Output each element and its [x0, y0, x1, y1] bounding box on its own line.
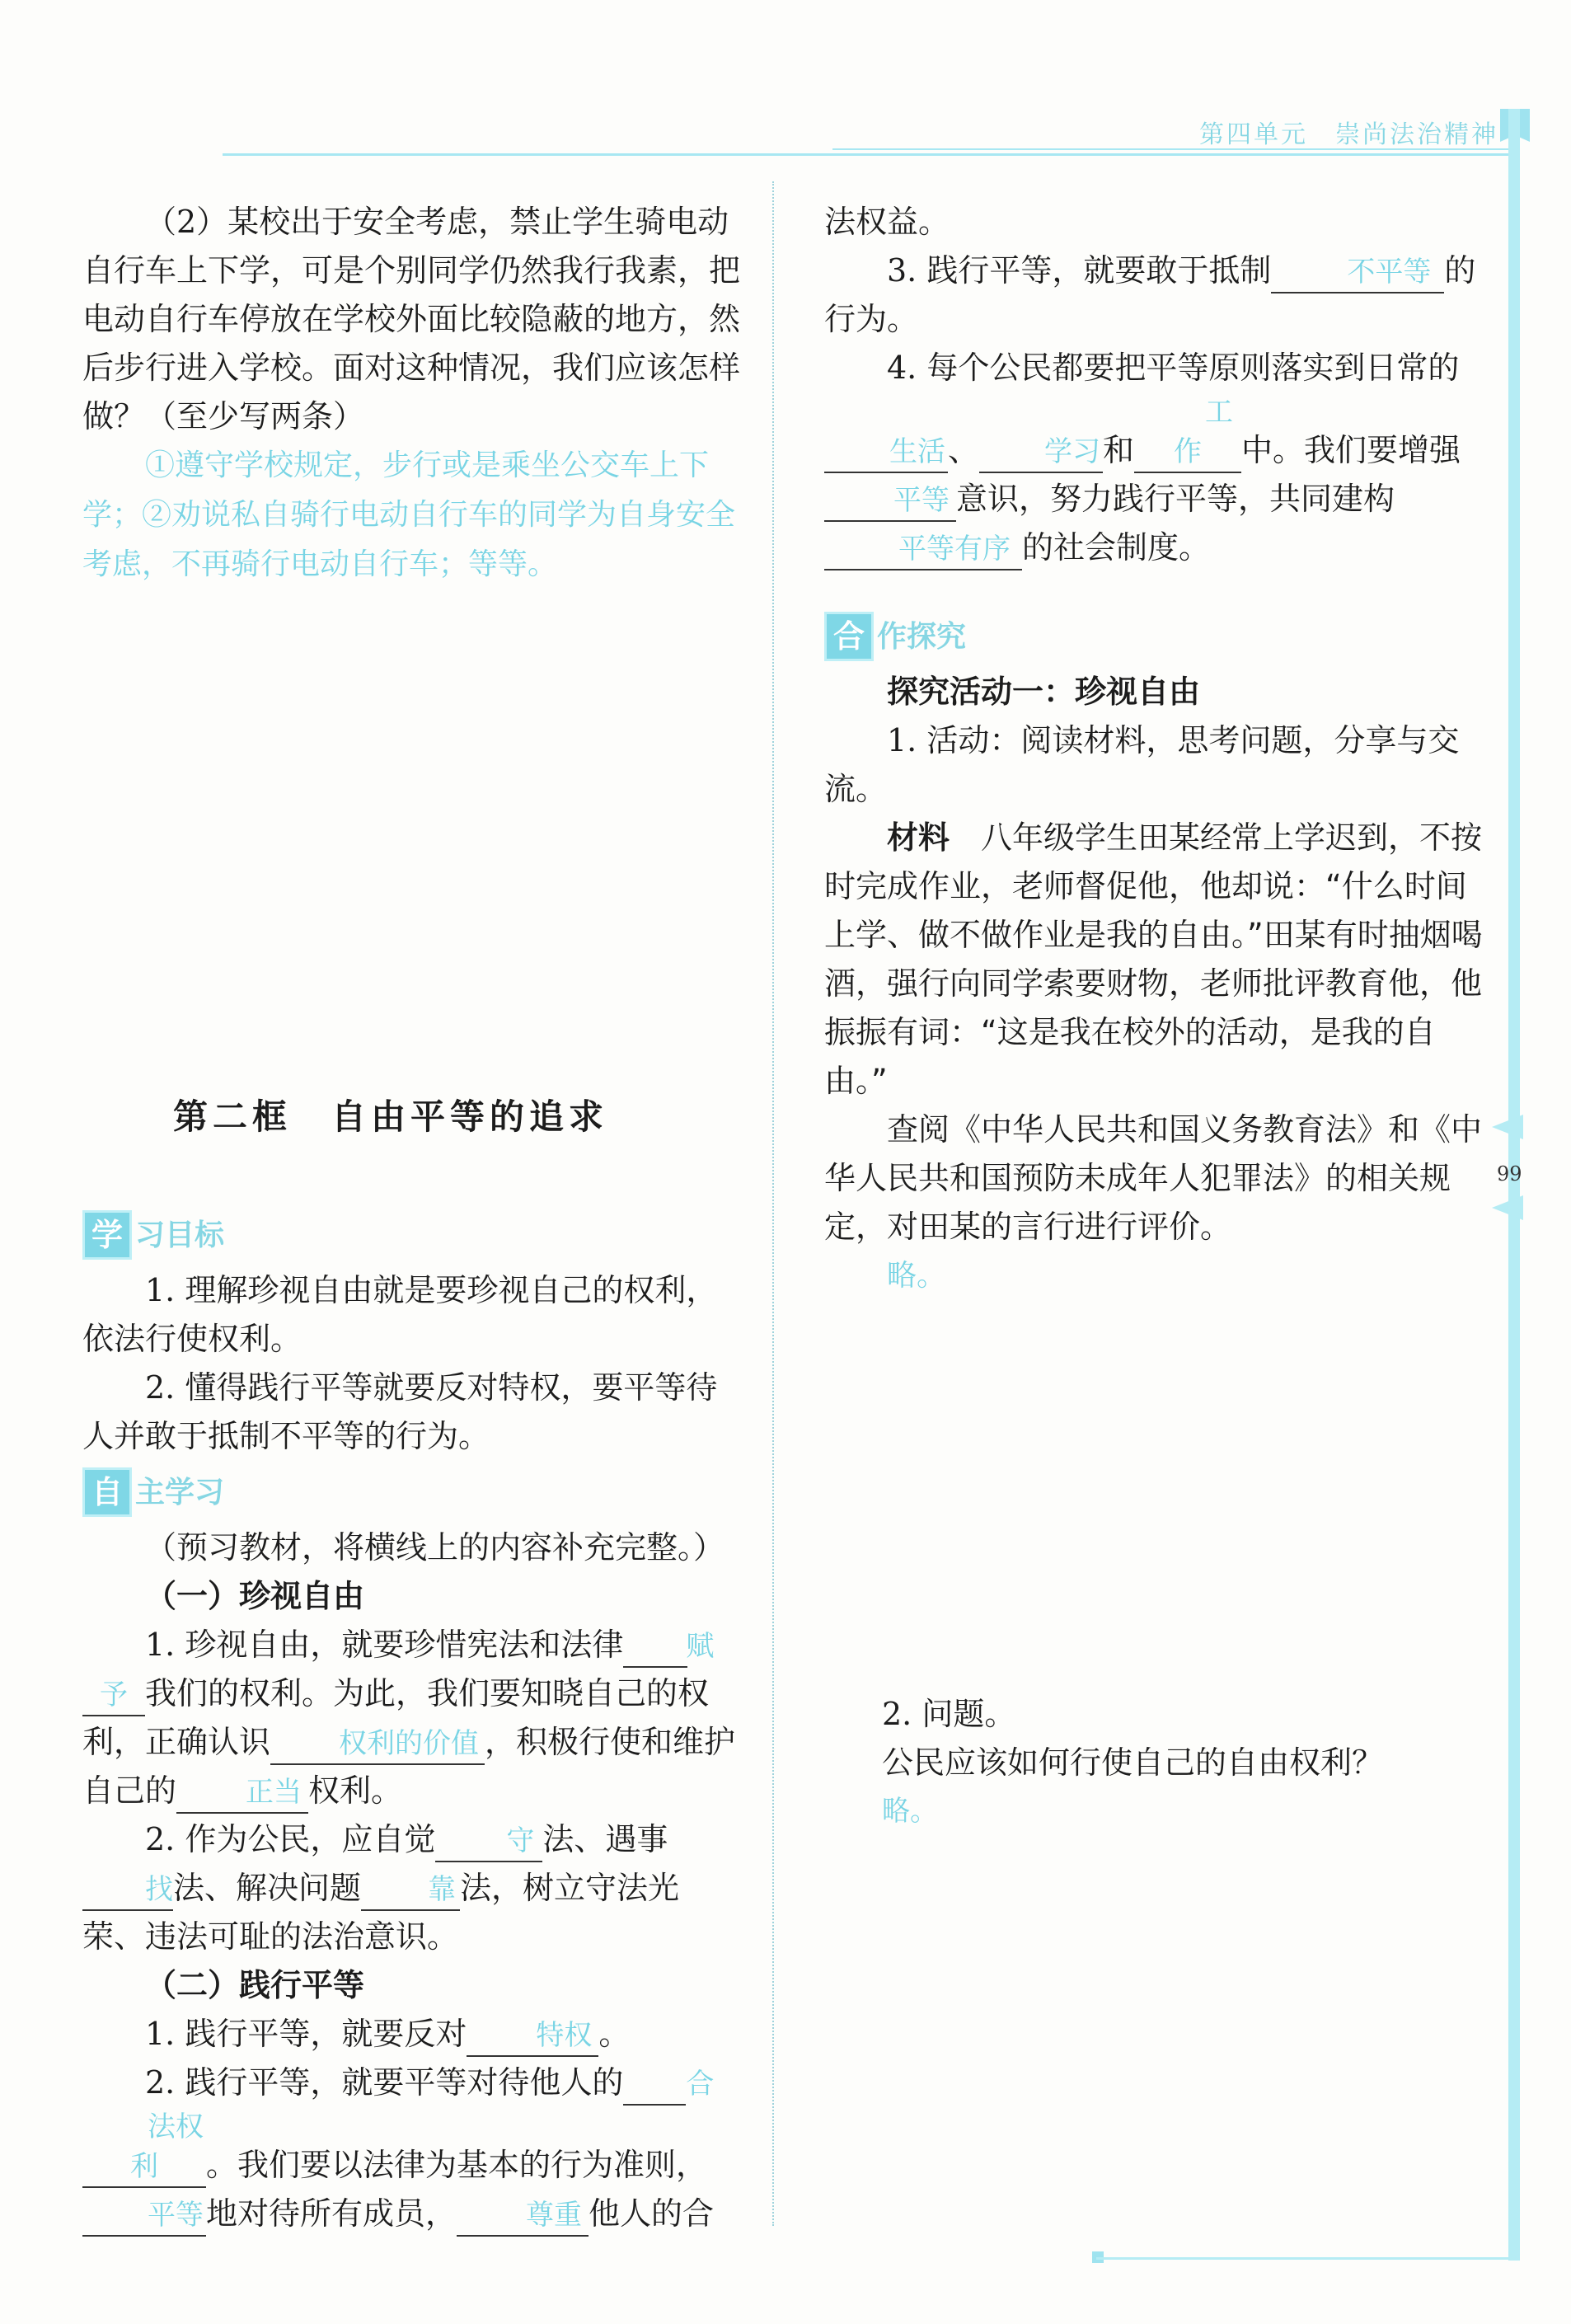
text: 意识，努力践行平等，共同建构: [956, 481, 1395, 517]
blank: 权利的价值: [270, 1724, 485, 1765]
text: 法、遇事: [542, 1821, 668, 1857]
self-study-intro: （预习教材，将横线上的内容补充完整。）: [145, 1529, 725, 1566]
activity-title: 探究活动一：珍视自由: [887, 674, 1201, 710]
header-rule: [223, 153, 1508, 156]
cooperation-tag: [824, 610, 1484, 663]
text: 的行为。: [824, 252, 1476, 337]
equality-item-1: [82, 2010, 742, 2059]
blank: 不平等: [1271, 252, 1444, 293]
text: 。: [598, 2016, 631, 2052]
cooperation-tag-label: 作探究: [877, 619, 967, 654]
cooperation-tag-icon: 合: [824, 612, 874, 661]
blank: 法权利: [82, 2107, 206, 2188]
left-top-column: [82, 198, 742, 589]
unit-header: 第四单元 崇尚法治精神: [1199, 120, 1498, 149]
blank: 予: [82, 1675, 145, 1716]
question-2-text: （2）某校出于安全考虑，禁止学生骑电动自行车上下学，可是个别同学仍然我行我素，把电动自行车停放在学校外面比较隐蔽的地方，然后步行进入学校。面对这种情况，我们应该怎样做？（至少写两条）: [82, 204, 741, 434]
text: 法、解决问题: [173, 1870, 362, 1906]
equality-item-3: [824, 246, 1484, 344]
equality-item-4: [824, 344, 1484, 572]
text: 权利。: [308, 1772, 403, 1809]
material-label: 材料: [887, 819, 950, 856]
question-label: 2. 问题。: [882, 1696, 1016, 1732]
goals-tag-label: 习目标: [135, 1218, 225, 1252]
text: 2. 作为公民，应自觉: [145, 1821, 436, 1857]
blank: 找: [82, 1870, 173, 1911]
blank: 特权: [467, 2016, 598, 2057]
text: 1. 践行平等，就要反对: [145, 2016, 467, 2052]
blank: 正当: [176, 1772, 308, 1814]
continuation-text: 法权益。: [824, 204, 950, 240]
answer-2: 略。: [882, 1795, 938, 1828]
blank: 学习: [979, 432, 1103, 473]
text: 的社会制度。: [1022, 529, 1211, 566]
blank: 生活: [824, 432, 948, 473]
goal-item-1: 1. 理解珍视自由就是要珍视自己的权利，依法行使权利。: [82, 1272, 718, 1357]
blank: 守: [435, 1821, 542, 1862]
left-bottom-column: [82, 1204, 742, 2238]
freedom-item-2: [82, 1815, 742, 1961]
column-divider: [772, 181, 774, 2226]
consult-text: 查阅《中华人民共和国义务教育法》和《中华人民共和国预防未成年人犯罪法》的相关规定，对田某的言行进行评价。: [824, 1111, 1483, 1245]
self-study-tag: [82, 1466, 742, 1519]
text: ，积极行使和维护自己的: [82, 1724, 736, 1809]
text: 地对待所有成员，: [206, 2195, 457, 2232]
question-2-answer: ①遵守学校规定，步行或是乘坐公交车上下学；②劝说私自骑行电动自行车的同学为自身安全考虑，不再骑行电动自行车；等等。: [82, 448, 736, 581]
text: 他人的合: [589, 2195, 715, 2232]
blank: 平等: [82, 2195, 206, 2237]
goals-tag: [82, 1209, 742, 1261]
text: 和: [1103, 432, 1135, 468]
goals-tag-icon: 学: [82, 1210, 132, 1260]
blank: 靠: [361, 1870, 460, 1911]
question-text: 公民应该如何行使自己的自由权利？: [882, 1744, 1384, 1781]
self-study-tag-label: 主学习: [135, 1475, 225, 1509]
goal-item-2: 2. 懂得践行平等就要反对特权，要平等待人并敢于抵制不平等的行为。: [82, 1369, 718, 1454]
blank: 尊重: [457, 2195, 589, 2237]
right-column: [824, 198, 1484, 1301]
side-notch: [1492, 1195, 1523, 1220]
page-number: 99: [1497, 1162, 1522, 1185]
material-paragraph: [824, 814, 1484, 1106]
freedom-item-1: [82, 1621, 742, 1815]
text: 1. 珍视自由，就要珍惜宪法和法律: [145, 1627, 624, 1663]
blank: 工作: [1134, 392, 1241, 473]
section-title: 第二框 自由平等的追求: [173, 1096, 609, 1137]
equality-item-2: [82, 2059, 742, 2238]
answer-1: 略。: [887, 1259, 947, 1293]
side-notch: [1492, 1115, 1523, 1139]
text: 2. 践行平等，就要平等对待他人的: [145, 2064, 624, 2101]
blank: 平等有序: [824, 529, 1022, 570]
text: 中。我们要增强: [1241, 432, 1461, 468]
subheading-equality: （二）践行平等: [145, 1967, 365, 2003]
text: 。我们要以法律为基本的行为准则，: [206, 2147, 708, 2183]
blank: 平等: [824, 481, 956, 522]
text: 、: [948, 432, 980, 468]
blank: 合: [623, 2064, 686, 2106]
text: 法，树立守法光荣、违法可耻的法治意识。: [82, 1870, 680, 1955]
text: 4. 每个公民都要把平等原则落实到日常的: [887, 350, 1460, 386]
subheading-freedom: （一）珍视自由: [145, 1578, 365, 1614]
bottom-rule: [1096, 2257, 1508, 2260]
activity-item-1: 1. 活动：阅读材料，思考问题，分享与交流。: [824, 722, 1460, 807]
right-question-2: [882, 1690, 1492, 1836]
text: 3. 践行平等，就要敢于抵制: [887, 252, 1272, 289]
blank: 赋: [623, 1627, 687, 1668]
text: 我们的权利。为此，我们要知晓自己的权利，正确认识: [82, 1675, 710, 1760]
self-study-tag-icon: 自: [82, 1467, 132, 1517]
material-text: 八年级学生田某经常上学迟到，不按时完成作业，老师督促他，他却说：“什么时间上学、做不做作业是我的自由。”田某有时抽烟喝酒，强行向同学索要财物，老师批评教育他，他振振有词：“这是我在校外的活动，是我的自由。”: [824, 819, 1483, 1099]
